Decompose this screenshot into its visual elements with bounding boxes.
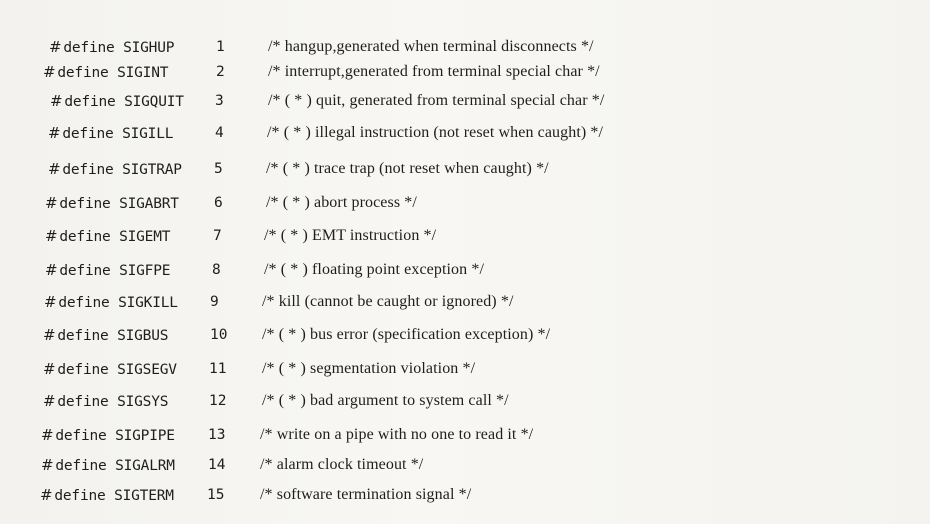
hash-symbol: # — [40, 486, 53, 504]
signal-comment: /* alarm clock timeout */ — [260, 456, 424, 473]
define-row — [0, 453, 930, 477]
directive-text: define SIGALRM — [55, 458, 175, 474]
define-directive — [43, 60, 168, 85]
define-directive — [45, 224, 170, 249]
define-row — [0, 89, 930, 113]
define-row — [0, 290, 930, 314]
directive-text: define SIGTERM — [54, 488, 174, 504]
hash-symbol: # — [50, 92, 63, 110]
signal-number: 7 — [213, 228, 222, 244]
define-directive — [45, 258, 170, 283]
signal-number: 4 — [215, 125, 224, 141]
define-directive — [43, 357, 177, 382]
signal-number: 10 — [210, 327, 228, 343]
directive-text: define SIGPIPE — [55, 428, 175, 444]
define-row — [0, 224, 930, 248]
signal-comment: /* ( * ) EMT instruction */ — [264, 227, 437, 244]
define-row — [0, 60, 930, 84]
define-row — [0, 121, 930, 145]
directive-text: define SIGSEGV — [57, 362, 177, 378]
hash-symbol: # — [43, 63, 56, 81]
signal-number: 15 — [207, 487, 225, 503]
signal-number: 12 — [209, 393, 227, 409]
signal-number: 11 — [209, 361, 227, 377]
hash-symbol: # — [48, 124, 61, 142]
directive-text: define SIGFPE — [59, 263, 171, 279]
hash-symbol: # — [45, 261, 58, 279]
define-row — [0, 423, 930, 447]
directive-text: define SIGINT — [57, 65, 169, 81]
define-directive — [49, 35, 174, 60]
directive-text: define SIGABRT — [59, 196, 179, 212]
define-row — [0, 357, 930, 381]
signal-number: 9 — [210, 294, 219, 310]
signal-comment: /* hangup,generated when terminal disconnects */ — [268, 38, 594, 55]
signal-number: 3 — [215, 93, 224, 109]
signal-number: 2 — [216, 64, 225, 80]
define-row — [0, 35, 930, 59]
define-directive — [41, 453, 175, 478]
hash-symbol: # — [41, 456, 54, 474]
hash-symbol: # — [41, 426, 54, 444]
define-row — [0, 389, 930, 413]
hash-symbol: # — [49, 38, 62, 56]
define-row — [0, 323, 930, 347]
hash-symbol: # — [43, 360, 56, 378]
directive-text: define SIGSYS — [57, 394, 169, 410]
signal-comment: /* ( * ) segmentation violation */ — [262, 360, 476, 377]
signal-comment: /* software termination signal */ — [260, 486, 472, 503]
signal-number: 5 — [214, 161, 223, 177]
signal-number: 13 — [208, 427, 226, 443]
define-directive — [44, 290, 178, 315]
signal-number: 1 — [216, 39, 225, 55]
signal-number: 6 — [214, 195, 223, 211]
signal-comment: /* interrupt,generated from terminal special char */ — [268, 63, 600, 80]
signal-comment: /* write on a pipe with no one to read it */ — [260, 426, 534, 443]
define-directive — [43, 389, 168, 414]
signal-number: 14 — [208, 457, 226, 473]
hash-symbol: # — [43, 392, 56, 410]
signal-comment: /* ( * ) bus error (specification exception) */ — [262, 326, 551, 343]
define-directive — [48, 121, 173, 146]
signal-comment: /* ( * ) trace trap (not reset when caught) */ — [266, 160, 549, 177]
directive-text: define SIGHUP — [63, 40, 175, 56]
define-directive — [40, 483, 174, 508]
hash-symbol: # — [43, 326, 56, 344]
directive-text: define SIGBUS — [57, 328, 169, 344]
define-directive — [48, 157, 182, 182]
define-row — [0, 258, 930, 282]
directive-text: define SIGKILL — [58, 295, 178, 311]
hash-symbol: # — [45, 227, 58, 245]
directive-text: define SIGEMT — [59, 229, 171, 245]
directive-text: define SIGILL — [62, 126, 174, 142]
define-directive — [50, 89, 184, 114]
define-directive — [43, 323, 168, 348]
directive-text: define SIGQUIT — [64, 94, 184, 110]
signal-comment: /* ( * ) bad argument to system call */ — [262, 392, 509, 409]
define-row — [0, 191, 930, 215]
directive-text: define SIGTRAP — [62, 162, 182, 178]
signal-comment: /* ( * ) quit, generated from terminal special char */ — [268, 92, 605, 109]
signal-comment: /* kill (cannot be caught or ignored) */ — [262, 293, 514, 310]
signal-comment: /* ( * ) illegal instruction (not reset when caught) */ — [267, 124, 604, 141]
define-directive — [45, 191, 179, 216]
define-row — [0, 483, 930, 507]
signal-comment: /* ( * ) abort process */ — [266, 194, 417, 211]
signal-comment: /* ( * ) floating point exception */ — [264, 261, 484, 278]
hash-symbol: # — [44, 293, 57, 311]
hash-symbol: # — [48, 160, 61, 178]
define-directive — [41, 423, 175, 448]
hash-symbol: # — [45, 194, 58, 212]
define-row — [0, 157, 930, 181]
signal-number: 8 — [212, 262, 221, 278]
